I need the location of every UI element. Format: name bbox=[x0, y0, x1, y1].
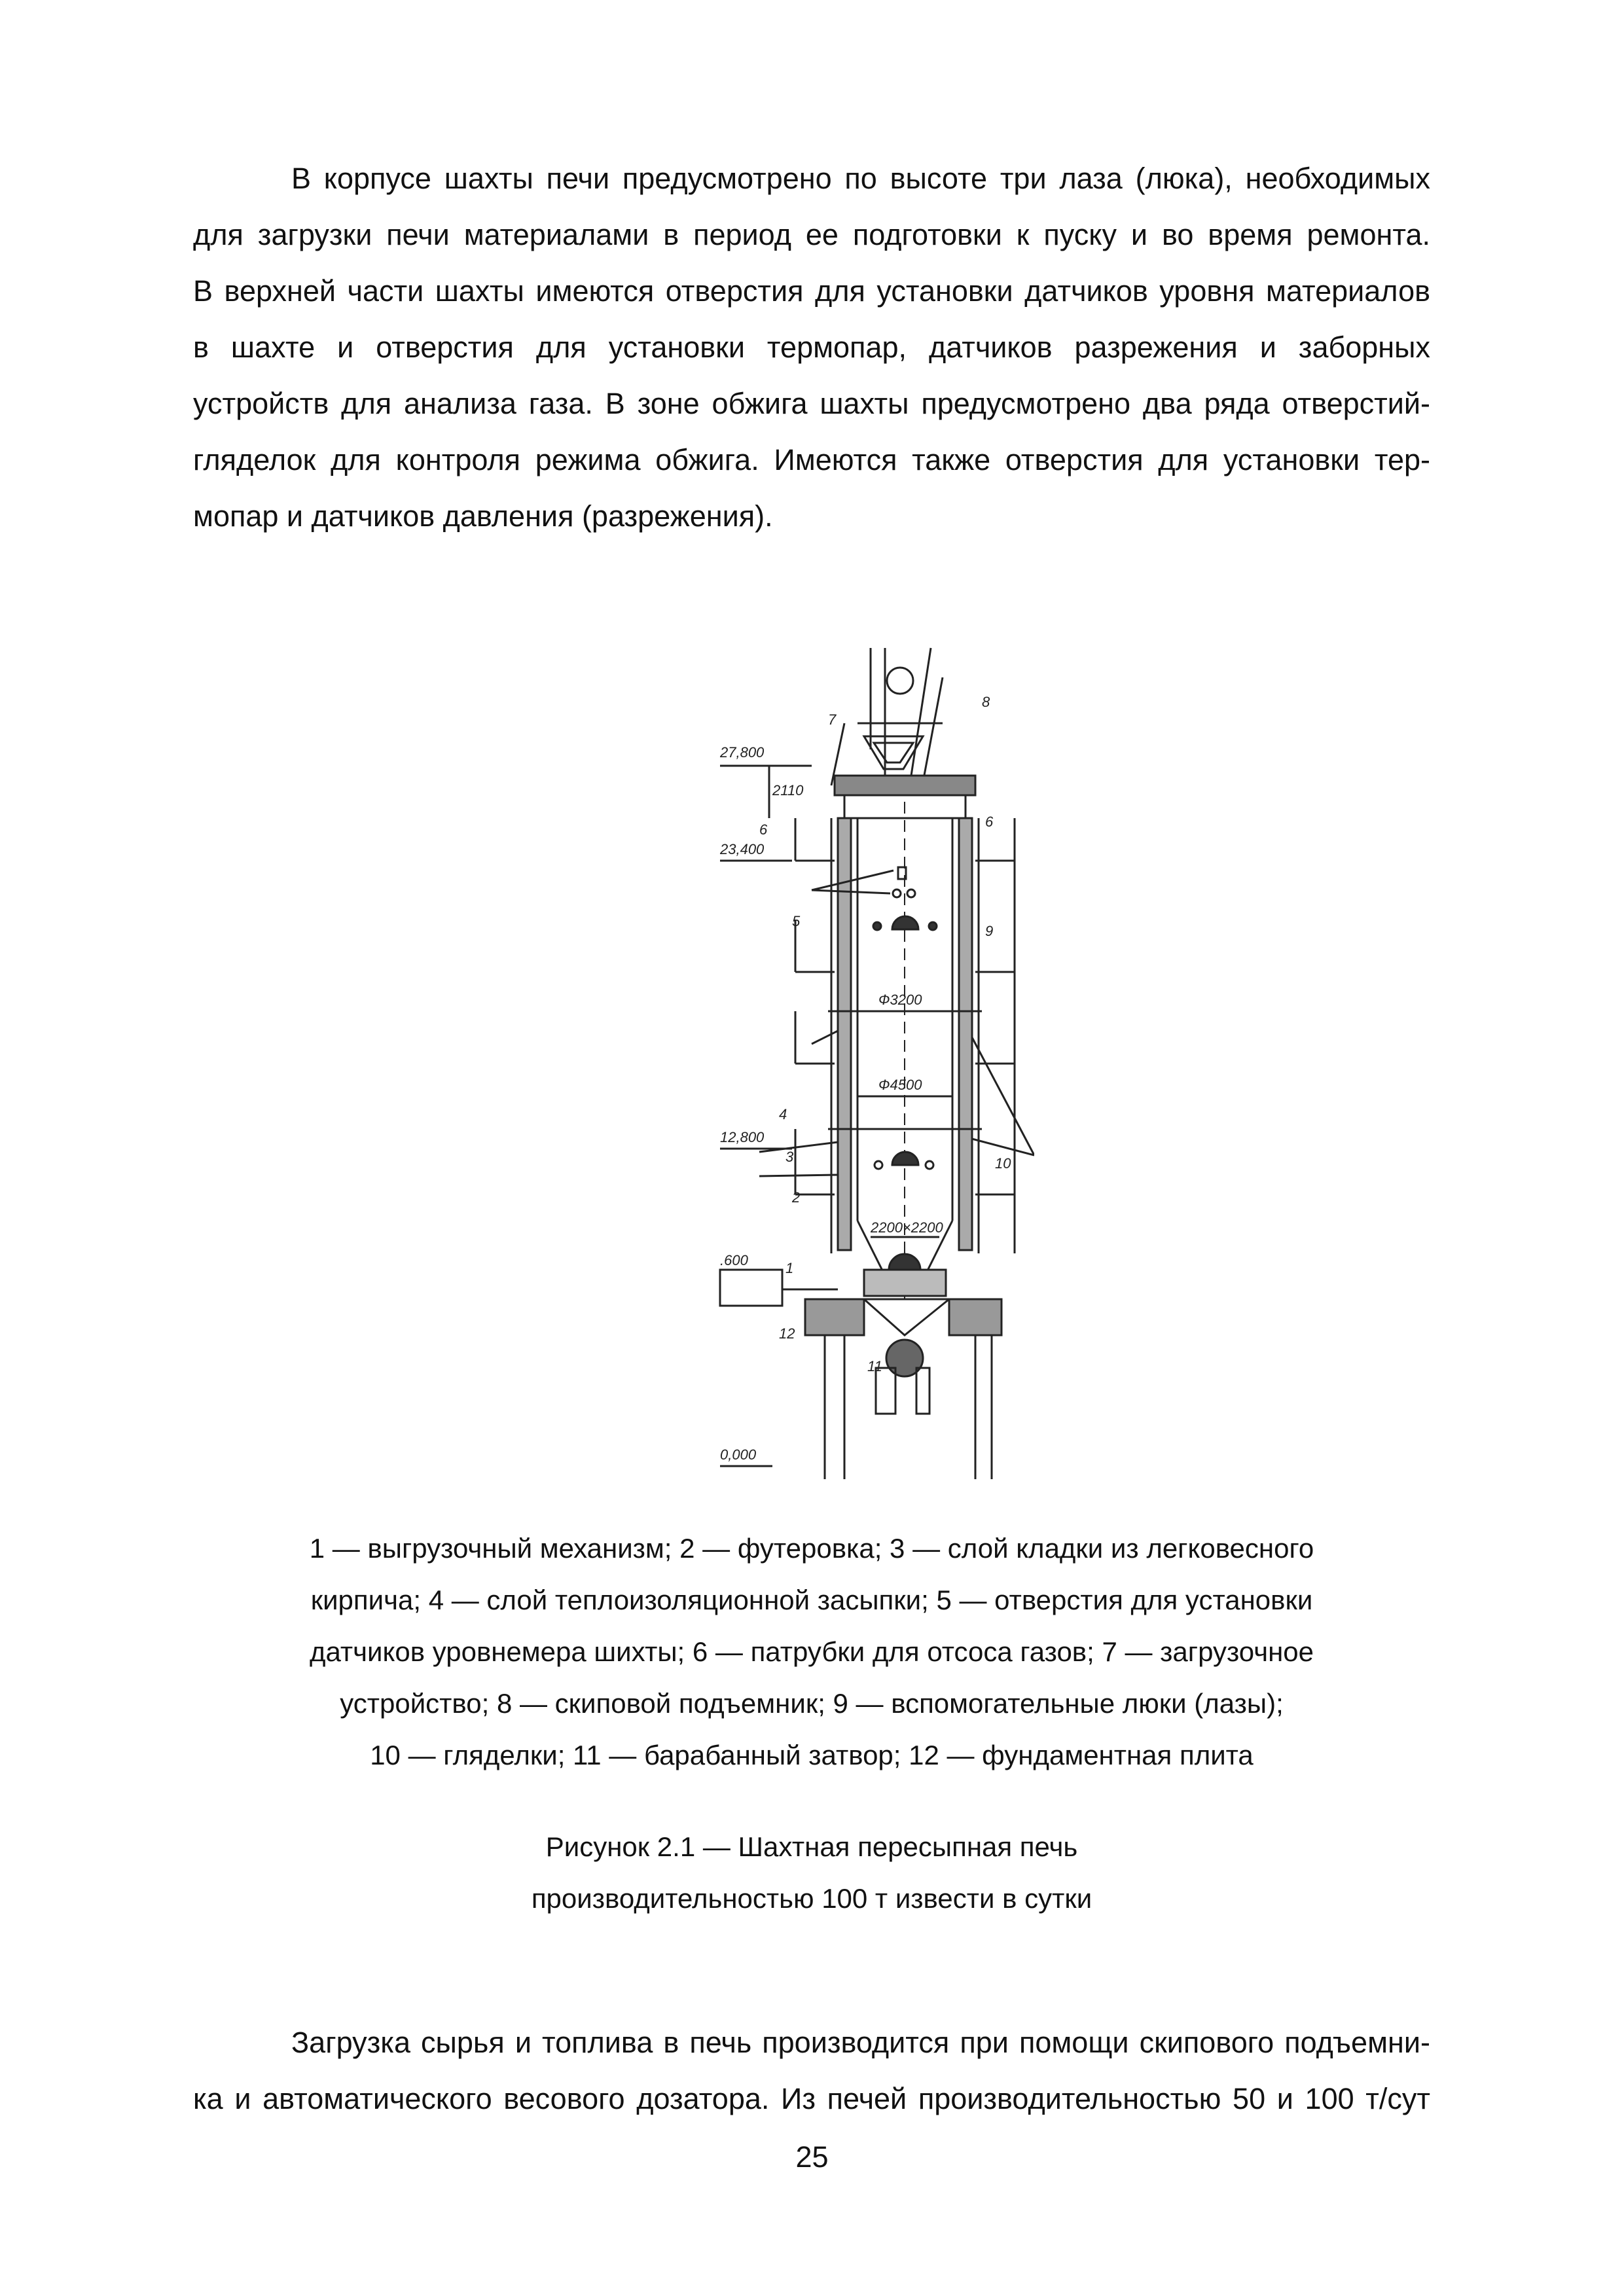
legend-line: 1 — выгрузочный механизм; 2 — футеровка; 3 — слой кладки из легковесного bbox=[309, 1533, 1314, 1564]
text-line: Загрузка сырья и топлива в печь производится при помощи скипового подъемни- bbox=[291, 2026, 1430, 2059]
legend-line: устройство; 8 — скиповой подъемник; 9 — вспомогательные люки (лазы); bbox=[340, 1688, 1284, 1719]
elevation-label: 23,400 bbox=[720, 841, 765, 857]
callout-label: 6 bbox=[759, 821, 768, 838]
legend-line: 10 — гляделки; 11 — барабанный затвор; 12 — фундаментная плита bbox=[370, 1740, 1254, 1770]
text-line: для загрузки печи материалами в период ее подготовки к пуску и во время ремонта. bbox=[193, 218, 1430, 251]
callout-label: 6 bbox=[985, 814, 994, 830]
callout-label: 5 bbox=[792, 913, 801, 929]
callout-label: 9 bbox=[985, 923, 994, 939]
callout-label: 3 bbox=[785, 1149, 794, 1165]
callout-label: 12 bbox=[779, 1325, 795, 1342]
text-line: гляделок для контроля режима обжига. Имеются также отверстия для установки тер- bbox=[193, 443, 1430, 476]
kiln-drawing bbox=[707, 645, 1034, 1479]
figure-title-line: производительностью 100 т извести в сутки bbox=[531, 1883, 1092, 1914]
page-number: 25 bbox=[795, 2140, 829, 2174]
callout-label: 10 bbox=[995, 1155, 1011, 1172]
figure-title-line: Рисунок 2.1 — Шахтная пересыпная печь bbox=[545, 1831, 1078, 1862]
elevation-label: 12,800 bbox=[720, 1129, 765, 1145]
callout-label: 1 bbox=[785, 1260, 794, 1276]
callout-label: 8 bbox=[982, 694, 990, 710]
callout-label: 4 bbox=[779, 1106, 787, 1122]
legend-line: кирпича; 4 — слой теплоизоляционной засыпки; 5 — отверстия для установки bbox=[310, 1585, 1313, 1615]
dimension-label: 2110 bbox=[772, 782, 804, 798]
callout-label: 11 bbox=[867, 1358, 882, 1374]
elevation-label: .600 bbox=[720, 1252, 748, 1268]
dimension-label: Ф3200 bbox=[878, 992, 922, 1008]
text-line: в шахте и отверстия для установки термопар, датчиков разрежения и заборных bbox=[193, 331, 1430, 364]
callout-label: 2 bbox=[792, 1189, 801, 1206]
dimension-label: Ф4500 bbox=[878, 1077, 922, 1093]
text-line: В корпусе шахты печи предусмотрено по высоте три лаза (люка), необходимых bbox=[291, 162, 1430, 195]
dimension-label: 2200×2200 bbox=[871, 1219, 943, 1236]
text-line: устройств для анализа газа. В зоне обжига шахты предусмотрено два ряда отверстий- bbox=[193, 387, 1430, 420]
elevation-label: 27,800 bbox=[720, 744, 765, 761]
legend-line: датчиков уровнемера шихты; 6 — патрубки для отсоса газов; 7 — загрузочное bbox=[309, 1636, 1314, 1667]
paragraph-top bbox=[193, 151, 1430, 545]
figure-title bbox=[262, 1821, 1362, 1924]
paragraph-bottom bbox=[193, 2015, 1430, 2127]
figure-legend bbox=[262, 1522, 1362, 1781]
text-line: мопар и датчиков давления (разрежения). bbox=[193, 499, 773, 533]
text-line: В верхней части шахты имеются отверстия для установки датчиков уровня материалов bbox=[193, 274, 1430, 308]
callout-label: 7 bbox=[828, 711, 837, 728]
text-line: ка и автоматического весового дозатора. Из печей производительностью 50 и 100 т/сут bbox=[193, 2082, 1430, 2115]
elevation-label: 0,000 bbox=[720, 1446, 757, 1463]
